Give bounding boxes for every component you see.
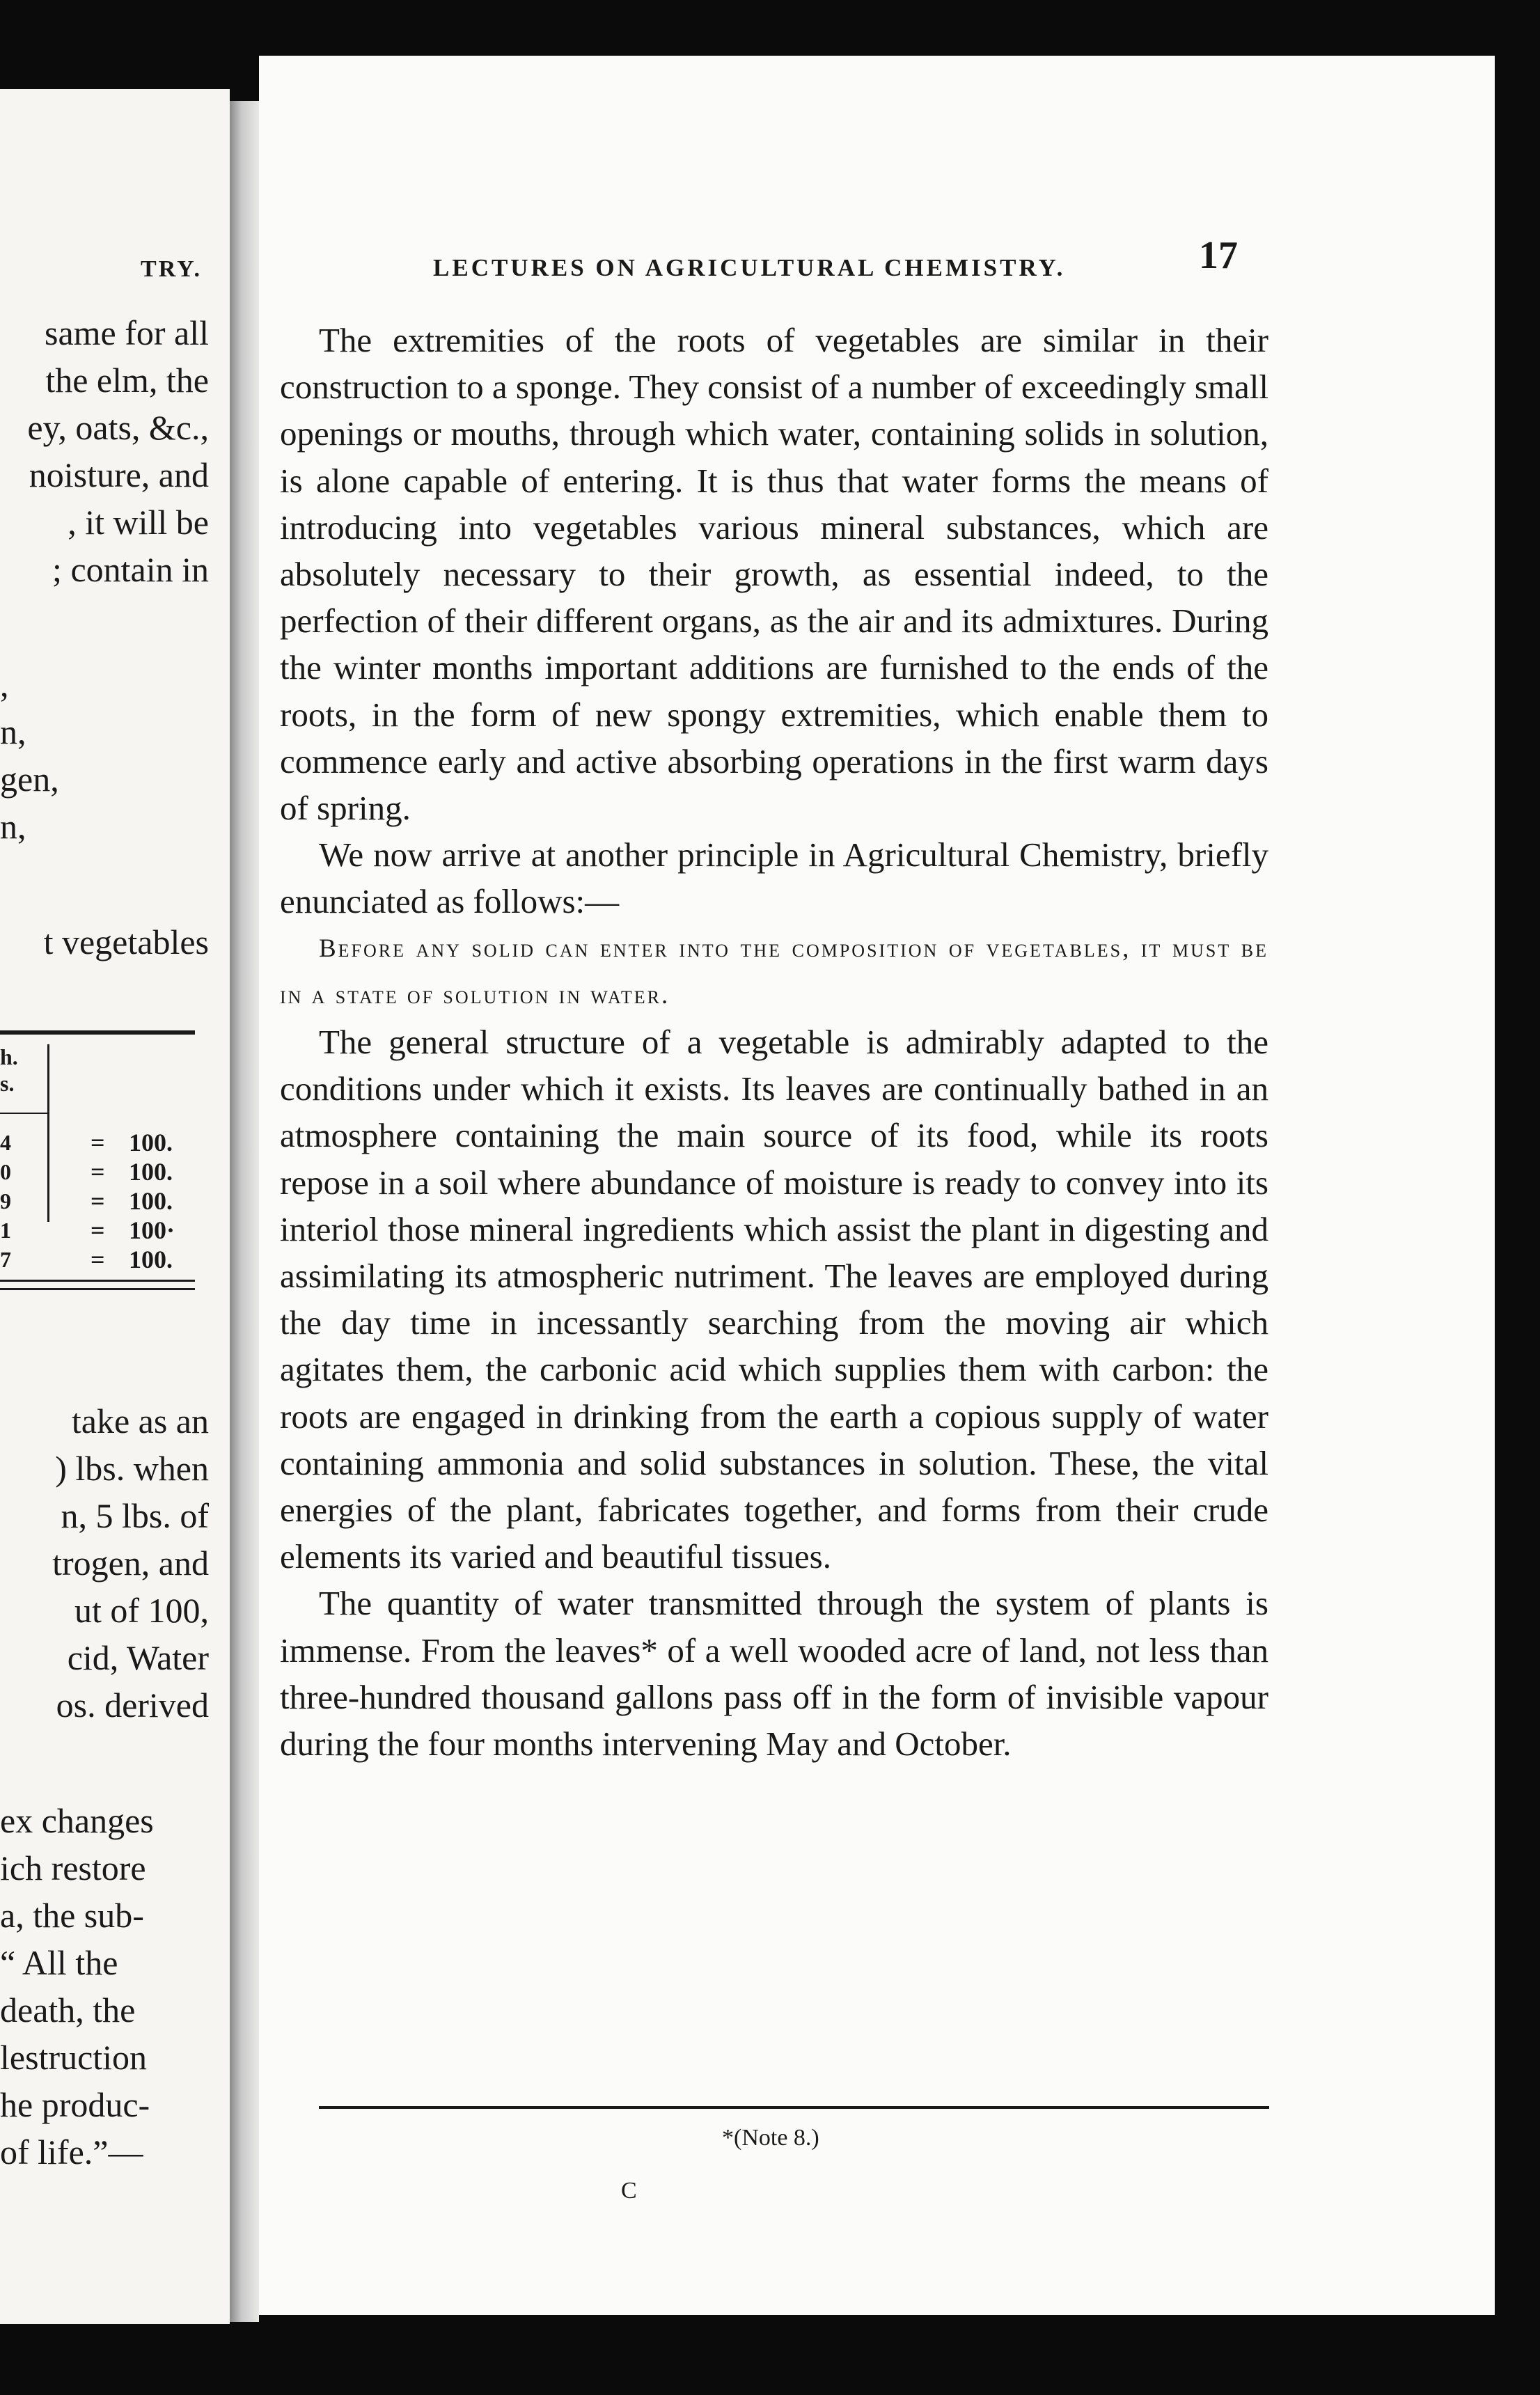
left-line: ) lbs. when	[55, 1449, 209, 1488]
left-line: he produc-	[0, 2085, 150, 2124]
left-line: cid, Water	[67, 1638, 209, 1677]
table-cell: 100.	[129, 1129, 173, 1156]
table-cell: =	[91, 1129, 105, 1156]
principle-statement: Before any solid can enter into the composition of vegetables, it must be in a state of solution in water.	[280, 934, 1268, 1010]
left-line: the elm, the	[45, 361, 209, 400]
left-line: , it will be	[68, 503, 209, 542]
table-rule	[0, 1113, 47, 1114]
table-cell: 100.	[129, 1158, 173, 1186]
table-header: s.	[0, 1071, 15, 1096]
left-line: n, 5 lbs. of	[61, 1496, 209, 1535]
left-line: n,	[0, 712, 26, 751]
table-header: h.	[0, 1044, 18, 1069]
table-cell: 0	[0, 1159, 11, 1184]
table-cell: =	[91, 1187, 105, 1215]
table-cell: 9	[0, 1188, 11, 1214]
signature-mark: C	[621, 2178, 637, 2204]
body-text	[280, 317, 1268, 1767]
paragraph: The general structure of a vegetable is admirably adapted to the conditions under which it exists. Its leaves are continually bathed in an atmosphere containing the main source of its food, while its roots repose in a soil where abundance of moisture is ready to convey into its interiol those mineral ingredients which assist the plant in digesting and assimilating its atmospheric nutriment. The leaves are employed during the day time in incessantly searching from the moving air which agitates them, the carbonic acid which supplies them with carbon: the roots are engaged in drinking from the earth a copious supply of water containing ammonia and solid substances in solution. These, the vital energies of the plant, fabricates together, and forms from their crude elements its varied and beautiful tissues.	[280, 1023, 1268, 1576]
left-line: ey, oats, &c.,	[27, 408, 209, 447]
table-cell: 4	[0, 1130, 11, 1155]
book-gutter	[230, 101, 259, 2322]
page-number: 17	[1199, 234, 1238, 277]
table-cell: 7	[0, 1247, 11, 1272]
table-cell: 1	[0, 1218, 11, 1243]
left-line: of life.”—	[0, 2133, 143, 2172]
left-line: t vegetables	[43, 922, 209, 961]
left-line: ich restore	[0, 1848, 146, 1887]
left-line: gen,	[0, 760, 59, 799]
paragraph: The extremities of the roots of vegetables are similar in their construction to a sponge. They consist of a number of exceedingly small openings or mouths, through which water, containing solids in solution, is alone capable of entering. It is thus that water forms the means of introducing into vegetables various mineral substances, which are absolutely necessary to their growth, as essential indeed, to the perfection of their different organs, as the air and its admixtures. During the winter months important additions are furnished to the ends of the roots, in the form of new spongy extremities, which enable them to commence early and active absorbing operations in the first warm days of spring.	[280, 321, 1268, 828]
left-line: ,	[0, 665, 9, 704]
footnote-rule	[319, 2106, 1269, 2109]
table-cell: =	[91, 1216, 105, 1244]
table-cell: =	[91, 1158, 105, 1186]
table-cell: 100.	[129, 1187, 173, 1215]
left-line: noisture, and	[29, 455, 209, 494]
facing-page	[0, 89, 230, 2324]
left-line: os. derived	[56, 1686, 209, 1725]
page	[259, 56, 1495, 2315]
left-line: ex changes	[0, 1801, 154, 1840]
footnote: *(Note 8.)	[722, 2125, 819, 2151]
left-line: take as an	[71, 1401, 209, 1440]
left-line: trogen, and	[52, 1544, 209, 1583]
running-head: LECTURES ON AGRICULTURAL CHEMISTRY.	[433, 254, 1066, 281]
left-line: “ All the	[0, 1943, 118, 1982]
left-line: a, the sub-	[0, 1896, 144, 1935]
paragraph: We now arrive at another principle in Agricultural Chemistry, briefly enunciated as follows:—	[280, 835, 1268, 921]
left-line: n,	[0, 807, 26, 846]
table-cell: =	[91, 1246, 105, 1273]
table-rule	[0, 1280, 195, 1282]
left-running-head: TRY.	[141, 256, 202, 282]
left-line: ; contain in	[52, 550, 209, 589]
table-rule	[0, 1030, 195, 1035]
table-cell: 100·	[129, 1216, 175, 1244]
left-line: death, the	[0, 1990, 136, 2029]
left-line: ut of 100,	[74, 1591, 209, 1630]
left-line: lestruction	[0, 2038, 148, 2077]
table-column-rule	[47, 1044, 49, 1222]
table-rule	[0, 1288, 195, 1290]
left-line: same for all	[44, 313, 209, 352]
table-cell: 100.	[129, 1246, 173, 1273]
paragraph: The quantity of water transmitted through the system of plants is immense. From the leaves* of a well wooded acre of land, not less than three-hundred thousand gallons pass off in the form of invisible vapour during the four months intervening May and October.	[280, 1584, 1268, 1764]
